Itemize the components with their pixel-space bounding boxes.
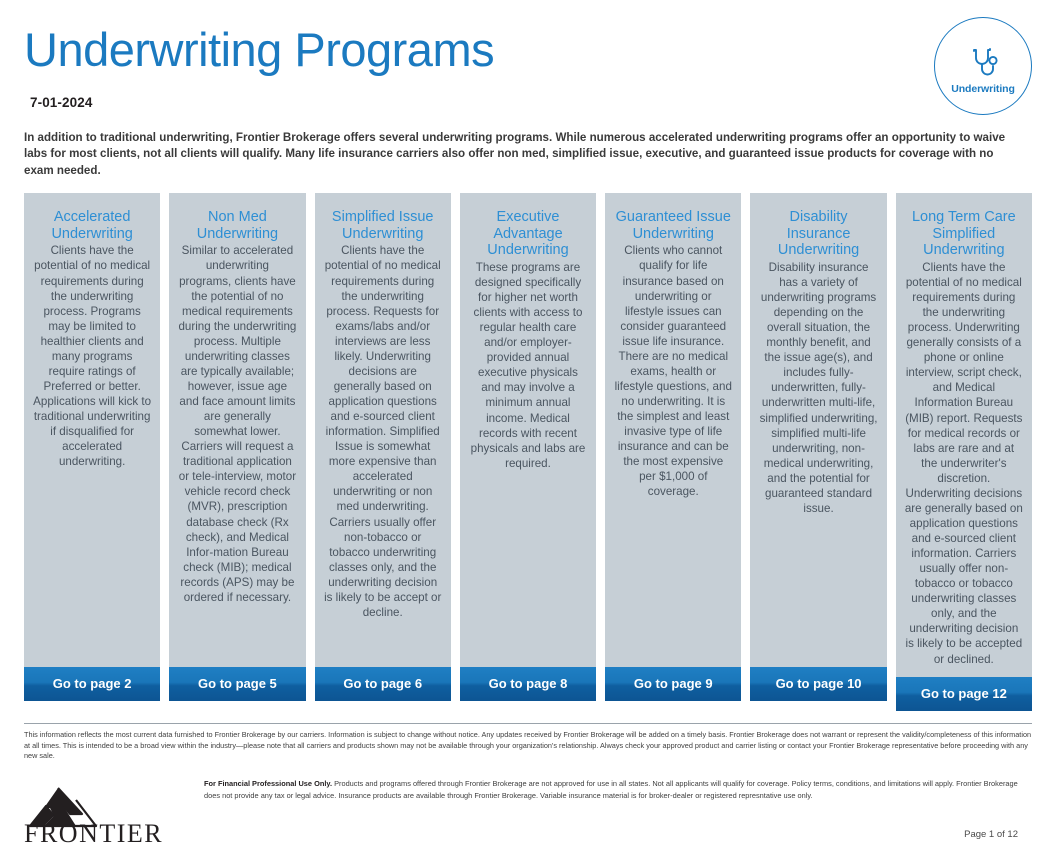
program-card-long-term-care-simplified-underwriting bbox=[896, 193, 1032, 710]
card-title: Accelerated Underwriting bbox=[51, 209, 133, 242]
footer-note-bold: For Financial Professional Use Only. bbox=[204, 779, 333, 789]
card-button-wrap bbox=[896, 677, 1032, 711]
program-card-disability-insurance-underwriting bbox=[750, 193, 886, 701]
card-button-wrap bbox=[315, 667, 451, 701]
footer-note-body: Products and programs offered through Frontier Brokerage are not approved for use in all states. Not all applicants will qualify for coverage. Policy terms, conditions, and limitations will apply. Frontier Brokerage does not provide any tax or legal advice. Insurance products are available through Frontier Brokerage. Variable insurance material is for broker-dealer or registered represntative use only. bbox=[204, 779, 1018, 800]
card-text: Disability insurance has a variety of underwriting programs depending on the overall situation, the monthly benefit, and the issue age(s), and includes fully-underwritten, fully-underwritten multi-life, simplified underwriting, simplified multi-life underwriting, non-medical underwriting, and the potential for guaranteed standard issue. bbox=[759, 260, 878, 515]
frontier-logo-text: FRONTIER bbox=[24, 819, 164, 844]
stethoscope-icon bbox=[963, 38, 1003, 82]
card-title: Simplified Issue Underwriting bbox=[331, 209, 434, 242]
intro-paragraph: In addition to traditional underwriting, Frontier Brokerage offers several underwriting programs. While numerous accelerated underwriting programs offer an opportunity to waive labs for most clients, not all clients will qualify. Many life insurance carriers also offer non med, simplified issue, executive, and guaranteed issue products for coverage with no exam needed. bbox=[24, 131, 1006, 177]
card-text: Clients who cannot qualify for life insurance based on underwriting or lifestyle issues can consider guaranteed issue life insurance. There are no medical exams, health or lifestyle questions, and no underwriting. It is the simplest and least invasive type of life insurance and can be the most expensive per $1,000 of coverage. bbox=[614, 244, 732, 499]
card-text: Similar to accelerated underwriting programs, clients have the potential of no medical requirements during the underwriting process. Multiple underwriting classes are typically available; however, issue age and face amount limits are generally somewhat lower. Carriers will request a traditional application or tele-interview, motor vehicle record check (MVR), prescription database check (Rx check), and Medical Infor-mation Bureau check (MIB); medical records (APS) may be ordered if necessary. bbox=[178, 244, 297, 604]
program-card-non-med-underwriting bbox=[169, 193, 305, 701]
go-to-page-button[interactable]: Go to page 6 bbox=[315, 667, 451, 701]
program-card-executive-advantage-underwriting bbox=[460, 193, 596, 701]
card-button-wrap bbox=[169, 667, 305, 701]
card-body bbox=[896, 193, 1032, 676]
footer-note bbox=[204, 778, 1032, 801]
card-title: Non Med Underwriting bbox=[196, 209, 279, 242]
footer-right bbox=[192, 772, 1032, 840]
card-text: Clients have the potential of no medical requirements during the underwriting process. Underwriting generally consists of a phone or online interview, script check, and Medical Information Bureau (MIB) report. Requests for medical records or labs are rare and at the underwriter's discretion. Underwriting decisions are generally based on application questions and e-sourced client information. Carriers usually offer non-tobacco or tobacco underwriting classes only, and the underwriting decision is likely to be accepted or declined. bbox=[904, 260, 1023, 666]
card-button-wrap bbox=[24, 667, 160, 701]
card-title: Long Term Care Simplified Underwriting bbox=[911, 209, 1016, 259]
program-card-guaranteed-issue-underwriting bbox=[605, 193, 741, 701]
go-to-page-button[interactable]: Go to page 8 bbox=[460, 667, 596, 701]
go-to-page-button[interactable]: Go to page 12 bbox=[896, 677, 1032, 711]
card-text: Clients have the potential of no medical requirements during the underwriting process. Programs may be limited to healthier clients and many programs require ratings of Preferred or better. Applications will kick to traditional underwriting if disqualified for accelerated underwriting. bbox=[33, 244, 152, 469]
underwriting-badge bbox=[934, 17, 1032, 115]
card-body bbox=[169, 193, 305, 667]
card-button-wrap bbox=[750, 667, 886, 701]
program-card-simplified-issue-underwriting bbox=[315, 193, 451, 701]
page-header bbox=[0, 0, 1056, 179]
card-text: These programs are designed specifically for higher net worth clients with access to regular health care and/or employer-provided annual executive physicals and may involve a minimum annual income. Medical records with recent physicals and labs are required. bbox=[470, 260, 586, 470]
go-to-page-button[interactable]: Go to page 5 bbox=[169, 667, 305, 701]
page-number: Page 1 of 12 bbox=[964, 829, 1018, 841]
page-title: Underwriting Programs bbox=[24, 23, 495, 76]
card-title: Guaranteed Issue Underwriting bbox=[615, 209, 731, 242]
card-body bbox=[750, 193, 886, 667]
program-columns bbox=[0, 193, 1056, 710]
card-body bbox=[460, 193, 596, 667]
card-title: Disability Insurance Underwriting bbox=[777, 209, 860, 259]
go-to-page-button[interactable]: Go to page 9 bbox=[605, 667, 741, 701]
card-text: Clients have the potential of no medical requirements during the underwriting process. Requests for exams/labs and/or interviews are less likely. Underwriting decisions are generally based on application questions and e-sourced client information. Simplified Issue is somewhat more expensive than accelerated underwriting or non med underwriting. Carriers usually offer non-tobacco or tobacco underwriting classes only, and the underwriting decision is likely to be accept or decline. bbox=[324, 244, 442, 619]
card-button-wrap bbox=[460, 667, 596, 701]
card-title: Executive Advantage Underwriting bbox=[487, 209, 569, 259]
card-body bbox=[315, 193, 451, 667]
card-button-wrap bbox=[605, 667, 741, 701]
go-to-page-button[interactable]: Go to page 10 bbox=[750, 667, 886, 701]
page-footer bbox=[0, 772, 1056, 844]
document-date: 7-01-2024 bbox=[30, 95, 93, 110]
frontier-logo bbox=[24, 772, 192, 844]
badge-label: Underwriting bbox=[951, 82, 1015, 95]
program-card-accelerated-underwriting bbox=[24, 193, 160, 701]
disclaimer-text: This information reflects the most current data furnished to Frontier Brokerage by our carriers. Information is subject to change without notice. Any updates received by Frontier Brokerage will be added on a timely basis. Frontier Brokerage does not warrant or represent the validity/completeness of this information at all times. This is intended to be a broad view within the industry—please note that all carriers and products shown may not be available through your organization's relationship. Always check your approved product and carrier listing or contact your Frontier Brokerage representative before proceeding with any new sale. bbox=[24, 729, 1032, 761]
card-body bbox=[24, 193, 160, 667]
card-body bbox=[605, 193, 741, 667]
go-to-page-button[interactable]: Go to page 2 bbox=[24, 667, 160, 701]
